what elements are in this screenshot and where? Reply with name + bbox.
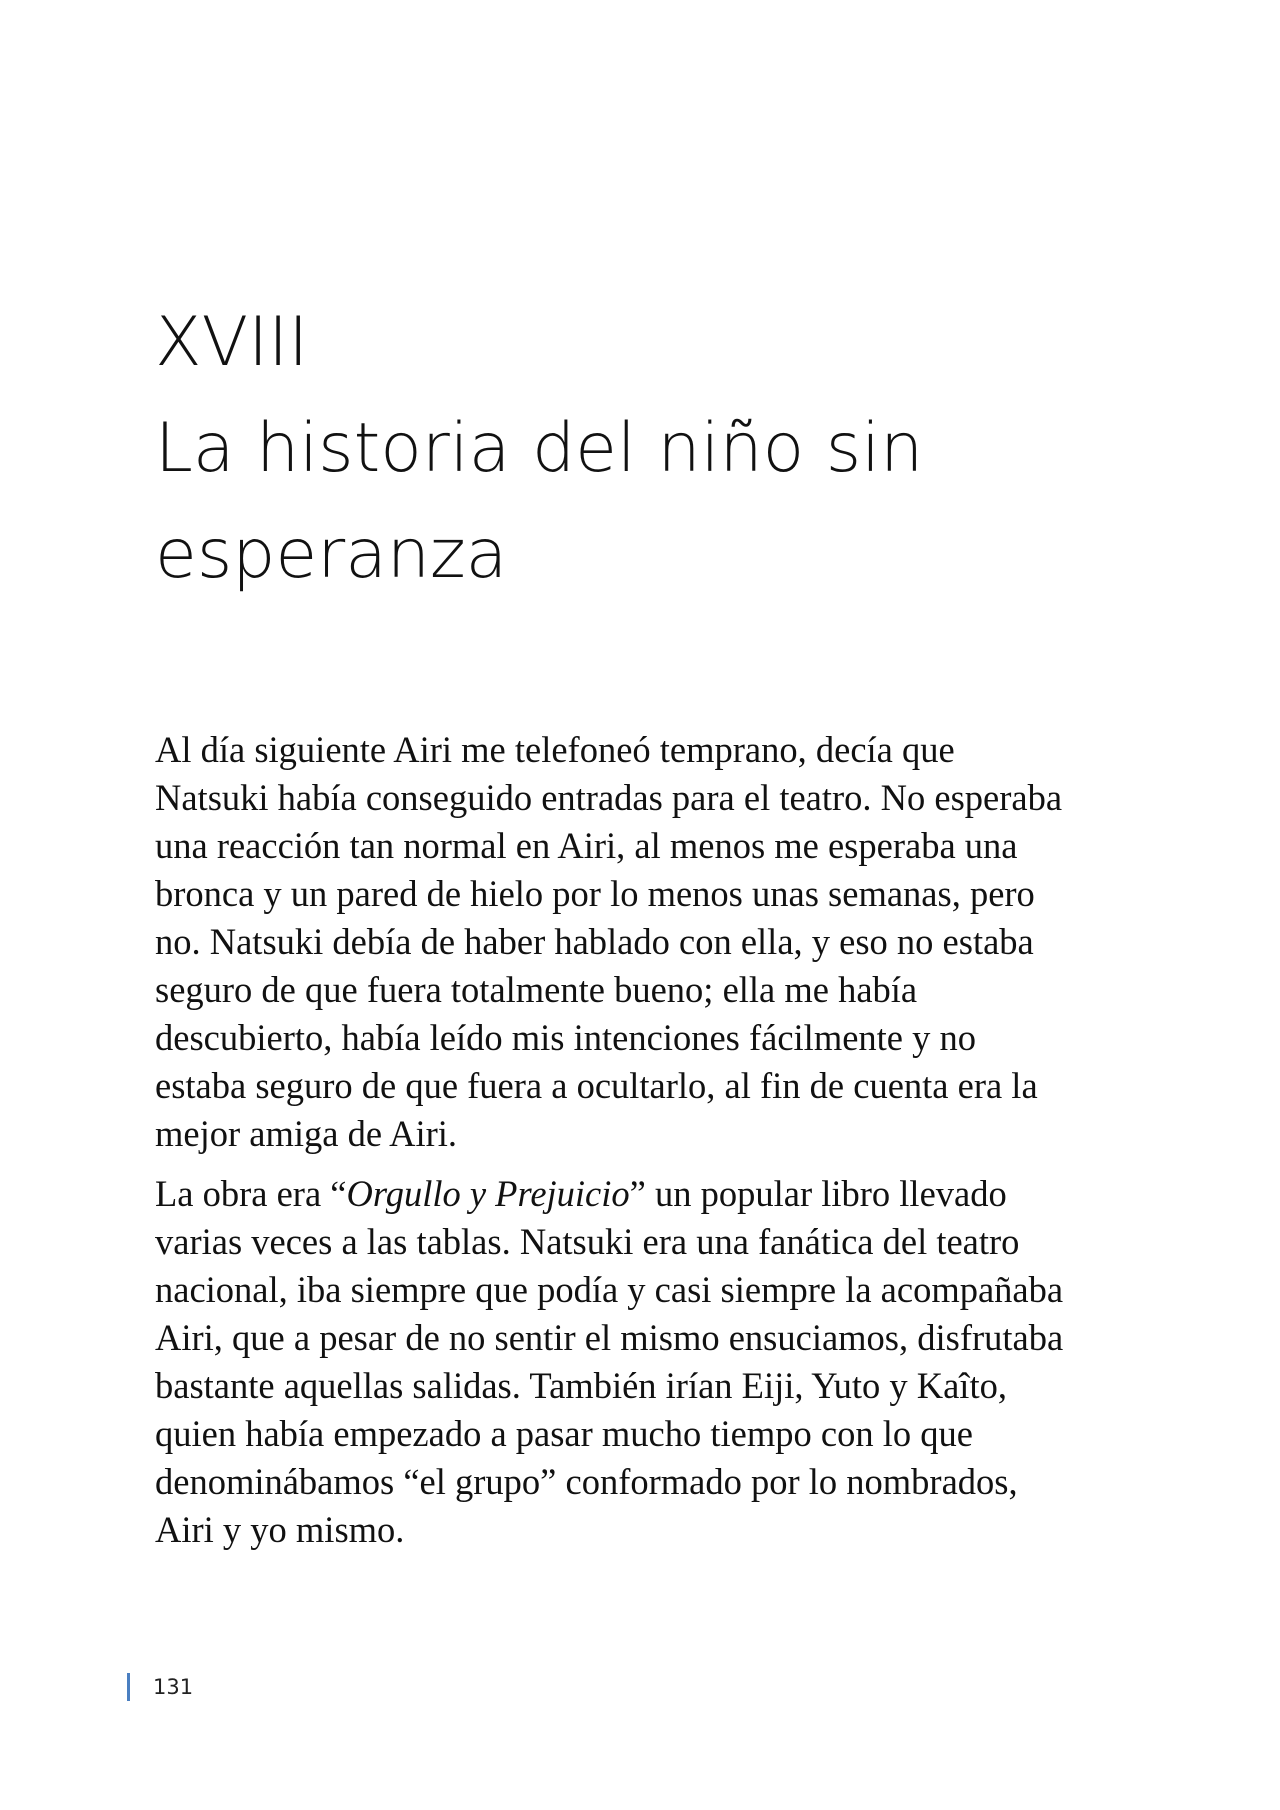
text-line: descubierto, había leído mis intenciones fácilmente y no: [155, 1017, 977, 1058]
text-line: bastante aquellas salidas. También irían Eiji, Yuto y Kaîto,: [155, 1365, 1007, 1406]
text-line: seguro de que fuera totalmente bueno; ella me había: [155, 969, 918, 1010]
text-line: mejor amiga de Airi.: [155, 1113, 458, 1154]
text-fragment: ” un popular libro llevado: [629, 1173, 1007, 1214]
chapter-title-line-2: esperanza: [155, 515, 508, 594]
text-line: una reacción tan normal en Airi, al menos me esperaba una: [155, 825, 1018, 866]
text-line: denominábamos “el grupo” conformado por lo nombrados,: [155, 1461, 1018, 1502]
chapter-title-line-1: La historia del niño sin: [155, 409, 924, 488]
text-line: nacional, iba siempre que podía y casi siempre la acompañaba: [155, 1269, 1064, 1310]
book-title-italic: Orgullo y Prejuicio: [346, 1173, 630, 1214]
chapter-body: [155, 726, 1140, 1566]
text-line: no. Natsuki debía de haber hablado con ella, y eso no estaba: [155, 921, 1034, 962]
text-line: quien había empezado a pasar mucho tiempo con lo que: [155, 1413, 973, 1454]
text-line: Airi y yo mismo.: [155, 1509, 405, 1550]
page-number: 131: [153, 1675, 194, 1699]
text-line: bronca y un pared de hielo por lo menos unas semanas, pero: [155, 873, 1035, 914]
footer-accent-bar: [127, 1673, 130, 1701]
chapter-heading: [155, 290, 1155, 608]
text-line: Natsuki había conseguido entradas para el teatro. No esperaba: [155, 777, 1063, 818]
chapter-numeral: XVIII: [155, 303, 309, 382]
text-line: varias veces a las tablas. Natsuki era una fanática del teatro: [155, 1221, 1020, 1262]
text-line: Al día siguiente Airi me telefoneó temprano, decía que: [155, 729, 955, 770]
text-line-with-title: [155, 1170, 1140, 1218]
paragraph-1: [155, 726, 1140, 1158]
paragraph-2: [155, 1170, 1140, 1554]
text-line: estaba seguro de que fuera a ocultarlo, al fin de cuenta era la: [155, 1065, 1038, 1106]
text-fragment: La obra era “: [155, 1173, 347, 1214]
text-line: Airi, que a pesar de no sentir el mismo ensuciamos, disfrutaba: [155, 1317, 1064, 1358]
